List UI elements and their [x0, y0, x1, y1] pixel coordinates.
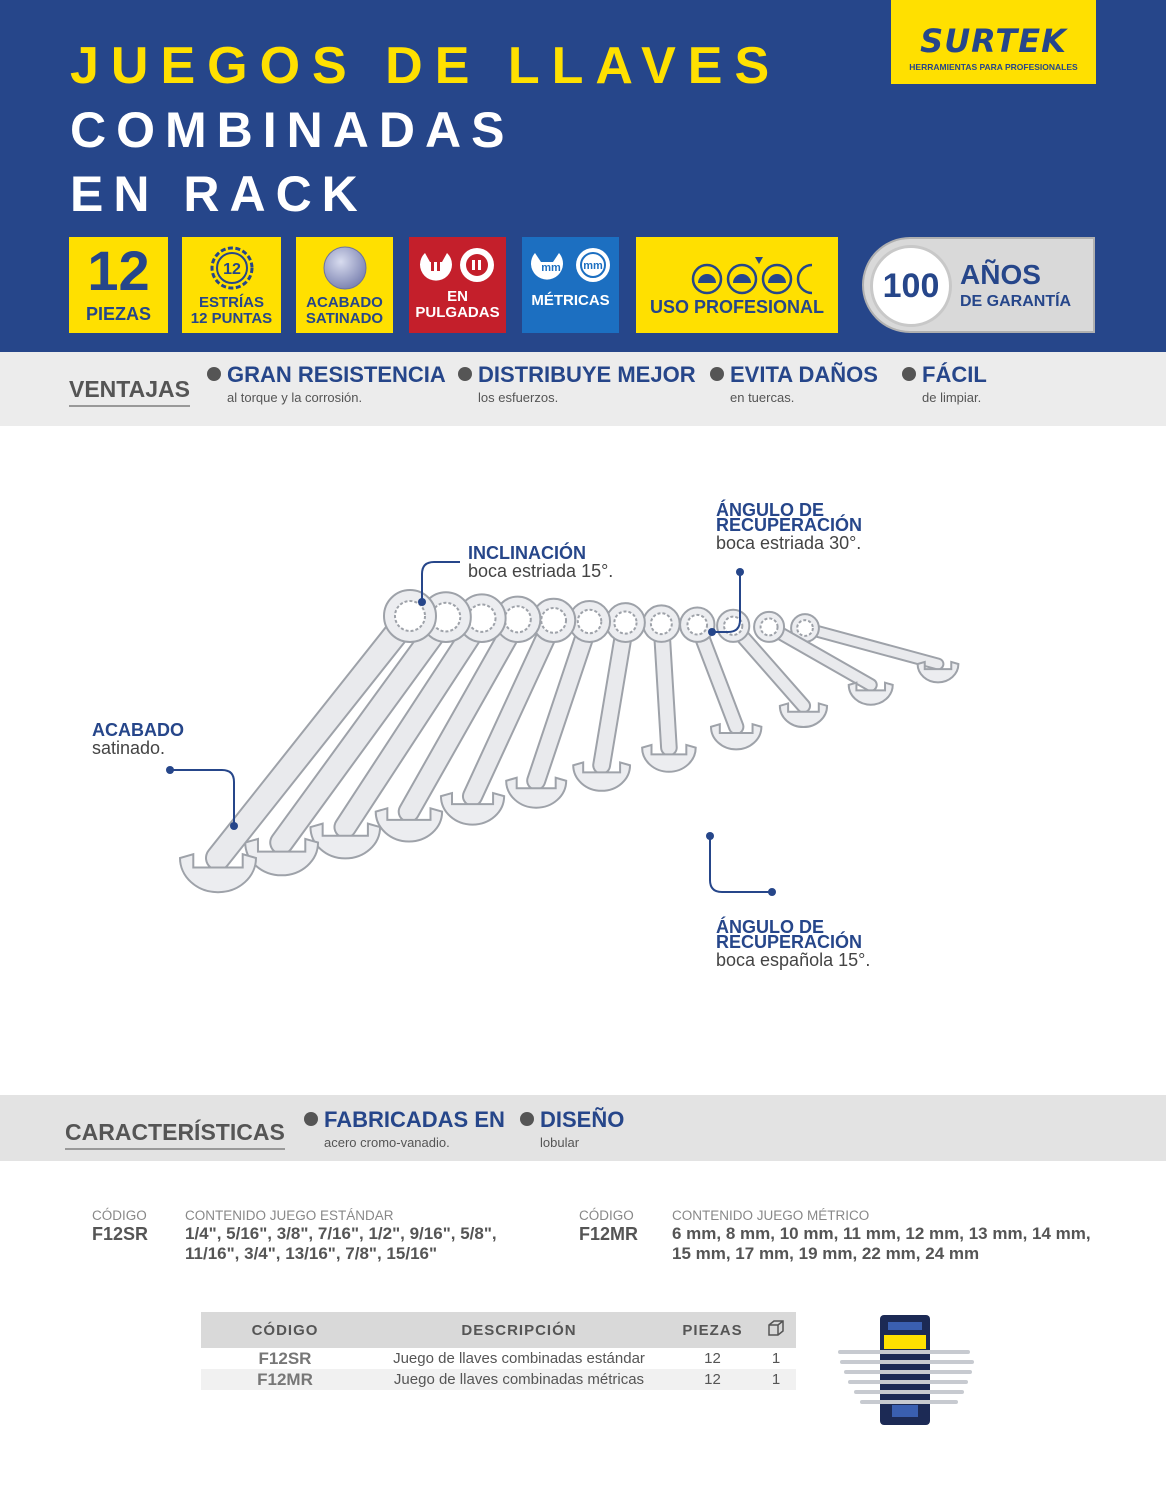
warranty-sub: DE GARANTÍA [960, 293, 1072, 310]
wrench-shaft [769, 627, 871, 685]
wrench-box-end [495, 597, 540, 642]
cell-codigo: F12MR [201, 1369, 369, 1390]
caracteristica-title: DISEÑO [540, 1107, 625, 1132]
wrench-open-end [918, 662, 959, 682]
box-icon [766, 1318, 786, 1338]
wrench-shaft-outline [218, 616, 410, 858]
metric-wrench-icon [529, 245, 613, 285]
wrench-box-hole [541, 608, 566, 633]
brand-tagline: HERRAMIENTAS PARA PROFESIONALES [909, 62, 1078, 72]
ventajas-label: VENTAJAS [69, 376, 190, 407]
callout-angulo-estriada-sub: boca estriada 30°. [716, 533, 862, 553]
callout-inclinacion-sub: boca estriada 15°. [468, 561, 614, 581]
estrias-line-2: 12 PUNTAS [190, 310, 273, 327]
callout-line-acabado [170, 770, 234, 824]
wrench-open-end [711, 724, 761, 749]
piezas-number: 12 [87, 239, 150, 302]
wrench-shaft [345, 618, 482, 827]
wrench-box-end [421, 592, 471, 642]
wrench-box-end [717, 610, 749, 642]
callout-dots [166, 568, 776, 896]
metricas-label: MÉTRICAS [531, 292, 610, 309]
bullet-icon [520, 1112, 534, 1126]
callout-dot [418, 598, 426, 606]
ventaja-sub: al torque y la corrosión. [227, 390, 363, 405]
col-header-piezas: PIEZAS [669, 1312, 756, 1348]
wrench-box-hole [651, 613, 672, 634]
wrench-box-end [791, 614, 819, 642]
wrench-shaft [282, 617, 446, 842]
wrench-shaft-outline [345, 618, 482, 827]
title-line-2: COMBINADAS [70, 102, 515, 158]
wrench-box-end [606, 603, 645, 642]
callout-dot [166, 766, 174, 774]
wrench-shaft-outline [733, 626, 803, 706]
wrench-box-hole [432, 603, 461, 632]
caracteristicas-band [0, 1095, 1166, 1161]
wrench-open-end [245, 839, 318, 875]
badge-estrias [182, 237, 281, 333]
ventaja-sub: en tuercas. [730, 390, 795, 405]
wrench-shaft [697, 625, 736, 727]
ventaja-sub: los esfuerzos. [478, 390, 559, 405]
spec-codigo-label-estandar: CÓDIGO [92, 1208, 147, 1223]
callout-line-inclinacion [422, 562, 460, 600]
professional-helmets-icon [662, 245, 812, 295]
header [0, 0, 1166, 352]
badge-metricas [522, 237, 619, 333]
wrench-box-end [532, 599, 575, 642]
wrench-shaft [536, 621, 589, 780]
wrench-open-end [780, 703, 827, 727]
wrench-shaft [661, 624, 669, 748]
badge-acabado [296, 237, 393, 333]
wrench-shaft-outline [602, 623, 626, 766]
wrench-shaft-outline [282, 617, 446, 842]
warranty-badge [862, 237, 1095, 333]
spec-code-metrico: F12MR [579, 1224, 639, 1244]
ventajas-band [0, 352, 1166, 426]
cell-piezas: 12 [704, 1350, 721, 1367]
title-line-3: EN RACK [70, 166, 368, 222]
metric-icon-text-open: mm [540, 262, 561, 274]
acabado-line-1: ACABADO [306, 294, 383, 311]
spec-value-metrico-line-2: 15 mm, 17 mm, 19 mm, 22 mm, 24 mm [672, 1244, 980, 1263]
rack-pack-thumbnail [840, 1315, 972, 1425]
wrench-open-end [441, 793, 504, 825]
wrench-shaft-outline [769, 627, 871, 685]
ventaja-title: GRAN RESISTENCIA [227, 362, 446, 387]
cell-cajas: 1 [756, 1369, 796, 1390]
callout-line-angulo-estriada [712, 572, 740, 632]
callout-dot [706, 832, 714, 840]
wrench-open-end [642, 745, 696, 772]
wrench-box-hole [724, 617, 742, 635]
wrench-open-end [376, 808, 442, 841]
brand-logo [891, 0, 1096, 84]
wrench-box-hole [468, 604, 495, 631]
wrench-shaft-outline [805, 628, 938, 664]
callout-angulo-estriada-title-1: ÁNGULO DE [716, 500, 824, 520]
callout-inclinacion-title: INCLINACIÓN [468, 543, 586, 563]
cell-descripcion: Juego de llaves combinadas métricas [369, 1369, 669, 1390]
spec-label-estandar: CONTENIDO JUEGO ESTÁNDAR [185, 1208, 394, 1223]
callout-angulo-espanola-title-1: ÁNGULO DE [716, 917, 824, 937]
bullet-icon [710, 367, 724, 381]
spec-code-estandar: F12SR [92, 1224, 149, 1244]
cell-descripcion: Juego de llaves combinadas estándar [393, 1350, 645, 1367]
spec-value-metrico-line-1: 6 mm, 8 mm, 10 mm, 11 mm, 12 mm, 13 mm, 14 mm, [672, 1224, 1091, 1243]
pulgadas-line-1: EN [447, 288, 468, 305]
metric-icon-text-ring: mm [582, 260, 603, 272]
title-line-1: JUEGOS DE LLAVES [70, 37, 782, 95]
bullet-icon [304, 1112, 318, 1126]
ventaja-sub: de limpiar. [922, 390, 982, 405]
wrench-shaft [218, 616, 410, 858]
spec-value-estandar-line-2: 11/16", 3/4", 13/16", 7/8", 15/16" [185, 1244, 438, 1263]
wrench-open-end [506, 778, 566, 808]
caracteristica-sub: lobular [540, 1135, 580, 1150]
callout-angulo-espanola-title-2: RECUPERACIÓN [716, 932, 863, 952]
estrias-line-1: ESTRÍAS [198, 294, 264, 311]
acabado-line-2: SATINADO [305, 310, 384, 327]
warranty-years: AÑOS [960, 259, 1041, 290]
callout-acabado-sub: satinado. [92, 738, 166, 758]
wrench-box-end [458, 594, 506, 642]
estrias-icon-text: 12 [222, 261, 241, 278]
col-header-descripcion: DESCRIPCIÓN [369, 1312, 669, 1348]
warranty-number: 100 [870, 245, 952, 327]
badge-piezas [69, 237, 168, 333]
spec-value-estandar-line-1: 1/4", 5/16", 3/8", 7/16", 1/2", 9/16", 5/8", [185, 1224, 497, 1243]
callout-dot [708, 628, 716, 636]
brand-name: SURTEK [920, 22, 1067, 60]
wrench-box-hole [687, 615, 707, 635]
bullet-icon [902, 367, 916, 381]
wrench-open-end [849, 683, 893, 705]
cell-piezas: 12 [669, 1369, 756, 1390]
ventaja-title: FÁCIL [922, 362, 987, 387]
callout-line-angulo-espanola [710, 838, 772, 892]
piezas-label: PIEZAS [85, 304, 151, 324]
col-header-codigo: CÓDIGO [201, 1312, 369, 1348]
wrench-open-end [310, 824, 380, 859]
wrench-shaft-outline [661, 624, 669, 748]
callout-dot [230, 822, 238, 830]
wrench-box-hole [505, 606, 531, 632]
spec-codigo-label-metrico: CÓDIGO [579, 1208, 634, 1223]
bullet-icon [458, 367, 472, 381]
satin-finish-icon [322, 245, 368, 291]
wrench-shaft-outline [697, 625, 736, 727]
ventaja-title: DISTRIBUYE MEJOR [478, 362, 696, 387]
table-row [201, 1348, 796, 1369]
callout-angulo-espanola-sub: boca española 15°. [716, 950, 871, 970]
callout-dot [736, 568, 744, 576]
cell-cajas: 1 [771, 1350, 781, 1367]
wrench-box-end [643, 605, 680, 642]
spec-label-metrico: CONTENIDO JUEGO MÉTRICO [672, 1208, 870, 1223]
wrench-group [180, 590, 958, 892]
wrench-shaft [805, 628, 938, 664]
wrench-box-hole [578, 610, 602, 634]
callout-dot [768, 888, 776, 896]
wrench-shaft-outline [536, 621, 589, 780]
table-row [201, 1369, 796, 1390]
wrench-box-hole [614, 611, 636, 633]
table-header-row [201, 1312, 796, 1348]
col-header-caja [756, 1312, 796, 1348]
wrench-box-hole [761, 618, 778, 635]
callout-lines [170, 562, 772, 892]
callout-angulo-estriada-title-2: RECUPERACIÓN [716, 515, 863, 535]
cell-codigo: F12SR [258, 1348, 312, 1368]
wrench-box-end [754, 612, 784, 642]
pulgadas-line-2: PULGADAS [415, 304, 500, 321]
wrench-box-hole [797, 620, 813, 636]
wrench-box-hole [395, 601, 425, 631]
wrench-shaft [733, 626, 803, 706]
wrench-box-end [569, 601, 610, 642]
wrench-shaft-outline [409, 619, 518, 811]
wrench-open-end [573, 762, 630, 790]
caracteristica-sub: acero cromo-vanadio. [324, 1135, 450, 1150]
wrench-box-end [680, 608, 714, 642]
badge-uso-profesional [636, 237, 838, 333]
ventaja-title: EVITA DAÑOS [730, 362, 878, 387]
wrench-box-end [384, 590, 436, 642]
badge-pulgadas [409, 237, 506, 333]
callout-acabado-title: ACABADO [92, 720, 184, 740]
wrench-shaft-outline [473, 620, 554, 796]
caracteristicas-label: CARACTERÍSTICAS [65, 1119, 285, 1150]
wrench-shaft [602, 623, 626, 766]
product-table [201, 1312, 796, 1390]
twelve-point-icon [209, 245, 255, 291]
uso-profesional-label: USO PROFESIONAL [649, 297, 824, 317]
wrench-open-end [180, 854, 256, 892]
inch-wrench-icon [419, 245, 497, 285]
bullet-icon [207, 367, 221, 381]
wrench-shaft [409, 619, 518, 811]
caracteristica-title: FABRICADAS EN [324, 1107, 505, 1132]
wrench-shaft [473, 620, 554, 796]
